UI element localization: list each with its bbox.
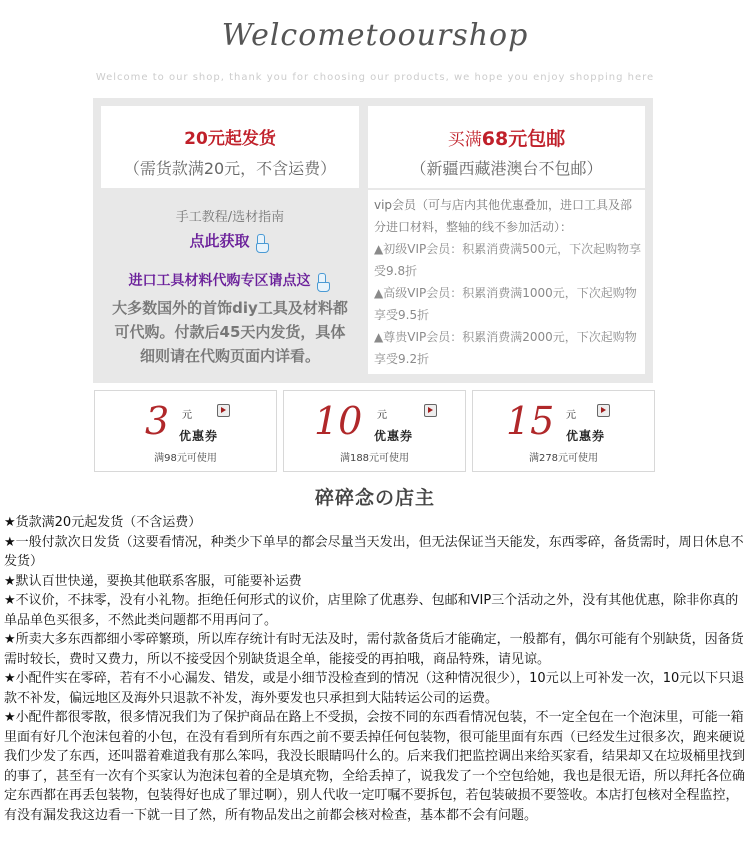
coupon-label: 优惠券: [566, 429, 606, 443]
notes-title: 碎碎念の店主: [314, 487, 435, 509]
vip-level-3: ▲尊贵VIP会员：积累消费满2000元，下次起购物享受9.2折: [374, 330, 637, 366]
shop-notes: [4, 513, 748, 825]
note-item: ★小配件实在零碎，若有不小心漏发、错发，或是小细节没检查到的情况（这种情况很少），10元以上可补发一次，10元以下只退款不补发，偏远地区及海外只退款不补发，海外要发也只承担到大陆转运公司的运费。: [4, 671, 745, 706]
coupon-unit: 元: [566, 410, 576, 421]
play-icon: [424, 404, 437, 417]
coupon-value: 15: [506, 399, 555, 443]
agent-description: 大多数国外的首饰diy工具及材料都可代购。付款后45天内发货，具体细则请在代购页面内详看。: [112, 299, 348, 365]
agent-link-text[interactable]: 进口工具材料代购专区请点这: [128, 273, 311, 289]
note-item: ★货款满20元起发货（不含运费）: [4, 515, 202, 530]
promo-panel: [93, 98, 653, 383]
coupon-15-yuan[interactable]: [472, 390, 655, 472]
free-shipping-title: 买满68元包邮: [447, 128, 566, 150]
vip-info: [374, 194, 642, 370]
coupon-unit: 元: [377, 410, 387, 421]
vip-level-1: ▲初级VIP会员：积累消费满500元，下次起购物享受9.8折: [374, 242, 642, 278]
note-item: ★默认百世快递，要换其他联系客服，可能要补运费: [4, 573, 302, 589]
note-item: ★小配件都很零散，很多情况我们为了保护商品在路上不受损，会按不同的东西看情况包装，不一定全包在一个泡沫里，可能一箱里面有好几个泡沫包着的小包，在没有看到所有东西之前不要丢掉任何包装物，很可能里面有东西（已经发生过很多次，跑来硬说我们少发了东西，还叫嚣着难道我有那么笨吗，我没长眼睛吗什么的。后来我们把监控调出来给买家看，结果却又在垃圾桶里找到的事了，甚至有一次有个买家认为泡沫包着的全是填充物，全给丢掉了，说我发了一个空包给她，我也是很无语，所以拜托各位确定东西都在再丢包装物，包装得好也成了罪过啊），别人代收一定叮嘱不要拆包，若包装破损不要签收。本店打包核对全程监控，有没有漏发我这边看一下就一目了然，所有物品发出之前都会核对检查，基本都不会有问题。: [4, 710, 746, 823]
shop-header: [0, 0, 750, 95]
free-shipping-card: [368, 106, 645, 188]
vip-header: vip会员（可与店内其他优惠叠加，进口工具及部分进口材料，整轴的线不参加活动）：: [374, 198, 633, 234]
guide-link-text[interactable]: 点此获取: [189, 232, 250, 250]
guide-link[interactable]: [101, 230, 359, 252]
coupon-unit: 元: [182, 410, 192, 421]
min-order-card: [101, 106, 359, 188]
coupon-10-yuan[interactable]: [283, 390, 466, 472]
play-icon: [217, 404, 230, 417]
shop-subtitle: Welcome to our shop, thank you for choosing our products, we hope you enjoy shopping here: [95, 72, 655, 83]
coupon-label: 优惠券: [374, 429, 414, 443]
note-item: ★一般付款次日发货（这要看情况，种类少下单早的都会尽量当天发出，但无法保证当天能发，东西零碎，备货需时，周日休息不发货）: [4, 534, 744, 569]
min-order-note: （需货款满20元，不含运费）: [123, 159, 337, 178]
note-item: ★所卖大多东西都细小零碎繁琐，所以库存统计有时无法及时，需付款备货后才能确定，一般都有，偶尔可能有个别缺货，因备货需时较长，费时又费力，所以不接受因个别缺货退全单，能接受的再拍哦，商品特殊，请见谅。: [4, 632, 744, 667]
agent-link[interactable]: [101, 270, 359, 291]
pointer-hand-icon: [314, 271, 332, 291]
min-order-title: 20元起发货: [184, 129, 276, 149]
coupon-condition: 满98元可使用: [154, 453, 217, 464]
coupon-3-yuan[interactable]: [94, 390, 277, 472]
free-shipping-note: （新疆西藏港澳台不包邮）: [410, 159, 603, 178]
coupon-label: 优惠券: [179, 429, 219, 443]
guide-title: 手工教程/选材指南: [175, 210, 285, 225]
coupon-condition: 满188元可使用: [339, 453, 410, 464]
coupon-value: 10: [314, 399, 363, 443]
note-item: ★不议价，不抹零，没有小礼物。拒绝任何形式的议价，店里除了优惠券、包邮和VIP三个活动之外，没有其他优惠，除非你真的单品单色买很多，不然此类问题都不用再问了。: [4, 593, 739, 628]
pointer-hand-icon: [253, 232, 271, 252]
shop-logo: Welcometoourshop: [221, 18, 529, 53]
vip-level-2: ▲高级VIP会员：积累消费满1000元，下次起购物享受9.5折: [374, 286, 637, 322]
vip-card: [368, 190, 645, 374]
coupon-condition: 满278元可使用: [528, 453, 599, 464]
play-icon: [597, 404, 610, 417]
coupon-value: 3: [145, 399, 170, 443]
